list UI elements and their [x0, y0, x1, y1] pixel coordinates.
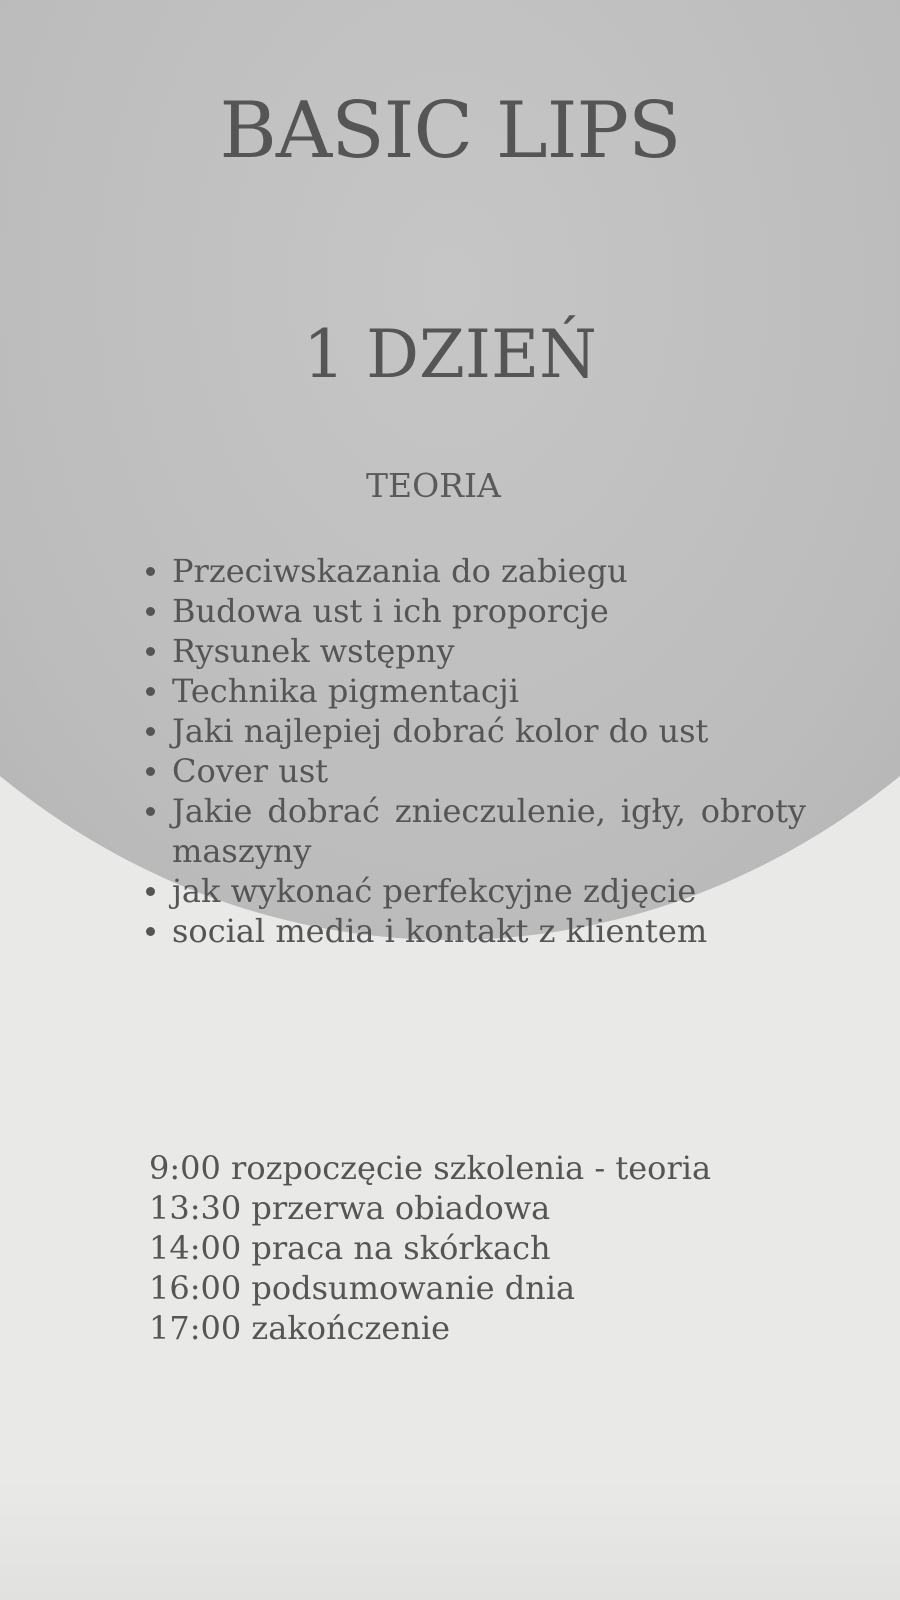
list-item: social media i kontakt z klientem	[146, 911, 806, 951]
list-item: Cover ust	[146, 751, 806, 791]
schedule-list	[149, 1148, 849, 1348]
list-item: Jakie dobrać znieczulenie, igły, obroty maszyny	[146, 791, 806, 871]
theory-list	[146, 551, 806, 951]
schedule-item: 14:00 praca na skórkach	[149, 1229, 551, 1267]
section-title-theory: TEORIA	[366, 466, 501, 505]
day-heading: 1 DZIEŃ	[303, 316, 597, 393]
schedule-item: 17:00 zakończenie	[149, 1309, 451, 1347]
list-item: Jaki najlepiej dobrać kolor do ust	[146, 711, 806, 751]
list-item: Technika pigmentacji	[146, 671, 806, 711]
list-item: Budowa ust i ich proporcje	[146, 591, 806, 631]
list-item: Rysunek wstępny	[146, 631, 806, 671]
schedule-item: 13:30 przerwa obiadowa	[149, 1189, 551, 1227]
schedule-item: 16:00 podsumowanie dnia	[149, 1269, 576, 1307]
list-item: Przeciwskazania do zabiegu	[146, 551, 806, 591]
list-item: jak wykonać perfekcyjne zdjęcie	[146, 871, 806, 911]
schedule-item: 9:00 rozpoczęcie szkolenia - teoria	[149, 1149, 712, 1187]
page-title: BASIC LIPS	[219, 86, 681, 176]
